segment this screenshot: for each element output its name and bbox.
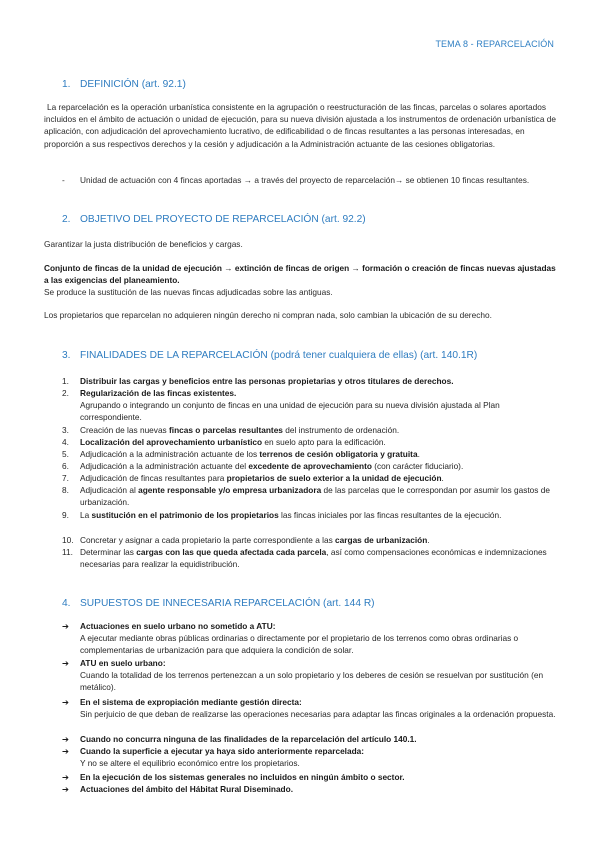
finalidad-tail: . <box>417 449 420 459</box>
document-header-topic: TEMA 8 - REPARCELACIÓN <box>435 39 554 49</box>
finalidad-lead: Concretar y asignar a cada propietario la parte correspondiente a las <box>80 535 336 545</box>
finalidad-lead: Determinar las <box>80 547 137 557</box>
section-4-number: 4. <box>62 598 71 609</box>
arrow-icon: ➔ <box>62 621 69 631</box>
finalidad-tail: (con carácter fiduciario). <box>371 461 464 471</box>
supuesto-bold: En el sistema de expropiación mediante gestión directa: <box>80 697 302 707</box>
arrow-icon: ➔ <box>62 734 69 744</box>
supuesto-bold: Actuaciones en suelo urbano no sometido a ATU: <box>80 621 276 631</box>
supuesto-text <box>80 620 556 657</box>
finalidad-lead: Adjudicación a la administración actuante del <box>80 461 249 471</box>
finalidad-number: 8. <box>62 485 69 495</box>
supuesto-text <box>80 783 556 795</box>
finalidad-text <box>80 448 556 460</box>
finalidad-text <box>80 460 556 472</box>
finalidad-number: 7. <box>62 473 69 483</box>
finalidad-tail: de las parcelas que le correspondan por asumir los gastos de urbanización. <box>80 485 550 508</box>
finalidad-lead: Adjudicación de fincas resultantes para <box>80 473 227 483</box>
finalidad-bold: fincas o parcelas resultantes <box>169 425 283 435</box>
supuesto-text <box>80 696 556 720</box>
finalidad-lead: Adjudicación a la administración actuante de los <box>80 449 260 459</box>
finalidad-text <box>80 472 556 484</box>
finalidad-number: 9. <box>62 510 69 520</box>
finalidad-text <box>80 546 556 570</box>
supuesto-text <box>80 771 556 783</box>
finalidad-lead: La <box>80 510 92 520</box>
finalidad-bold: Regularización de las fincas existentes. <box>80 388 237 398</box>
section-2-paragraph-1: Garantizar la justa distribución de beneficios y cargas. <box>44 239 243 249</box>
finalidad-number: 5. <box>62 449 69 459</box>
arrow-icon: ➔ <box>62 697 69 707</box>
finalidad-bold: agente responsable y/o empresa urbanizadora <box>138 485 322 495</box>
finalidad-detail: Agrupando o integrando un conjunto de fincas en una unidad de ejecución para su nueva división ajustada al Plan correspondiente. <box>80 400 500 423</box>
finalidad-bold: propietarios de suelo exterior a la unidad de ejecución <box>226 473 442 483</box>
supuesto-bold: Actuaciones del ámbito del Hábitat Rural Diseminado. <box>80 784 293 794</box>
finalidad-text <box>80 375 556 387</box>
finalidad-bold: Localización del aprovechamiento urbanístico <box>80 437 263 447</box>
supuesto-text <box>80 733 556 745</box>
supuesto-text <box>80 657 556 694</box>
finalidad-tail: , así como compensaciones económicas e indemnizaciones necesarias para realizar la equidistribución. <box>80 547 547 570</box>
finalidad-bold: sustitución en el patrimonio de los propietarios <box>91 510 279 520</box>
supuesto-bold: ATU en suelo urbano: <box>80 658 166 668</box>
finalidad-number: 1. <box>62 376 69 386</box>
finalidad-tail: . <box>441 473 444 483</box>
finalidad-bold: cargas de urbanización <box>335 535 428 545</box>
arrow-icon: ➔ <box>62 658 69 668</box>
supuesto-detail: Sin perjuicio de que deban de realizarse las operaciones necesarias para adaptar las fincas originales a la ordenación propuesta. <box>80 709 556 720</box>
finalidad-number: 4. <box>62 437 69 447</box>
section-1-bullet-text: Unidad de actuación con 4 fincas aportadas → a través del proyecto de reparcelación→ se obtienen 10 fincas resultantes. <box>80 175 530 185</box>
section-2-paragraph-2-rest: Se produce la sustitución de las nuevas fincas adjudicadas sobre las antiguas. <box>44 287 333 298</box>
finalidad-lead: Creación de las nuevas <box>80 425 170 435</box>
section-1-number: 1. <box>62 79 71 90</box>
section-2-number: 2. <box>62 214 71 225</box>
finalidad-number: 10. <box>62 535 74 545</box>
supuesto-text <box>80 745 556 769</box>
section-3-title: FINALIDADES DE LA REPARCELACIÓN (podrá tener cualquiera de ellas) (art. 140.1R) <box>80 350 478 361</box>
section-3-number: 3. <box>62 350 71 361</box>
arrow-icon: ➔ <box>62 772 69 782</box>
finalidad-tail: . <box>427 535 430 545</box>
finalidad-lead: Adjudicación al <box>80 485 139 495</box>
finalidad-tail: del instrumento de ordenación. <box>282 425 400 435</box>
finalidad-text <box>80 424 556 436</box>
section-3-heading <box>62 350 477 361</box>
finalidad-tail: las fincas iniciales por las fincas resultantes de la ejecución. <box>278 510 502 520</box>
section-1-bullet-mark: - <box>62 175 65 185</box>
supuesto-detail: A ejecutar mediante obras públicas ordinarias o directamente por el propietario de los terrenos como obras ordinarias o complementarias de urbanización para que adquiera la condición de solar. <box>80 633 519 656</box>
supuesto-bold: Cuando no concurra ninguna de las finalidades de la reparcelación del artículo 140.1. <box>80 734 417 744</box>
section-2-paragraph-2-bold: Conjunto de fincas de la unidad de ejecución → extinción de fincas de origen → formación o creación de fincas nuevas ajustadas a las exigencias del planeamiento. <box>44 263 556 286</box>
supuesto-detail: Y no se altere el equilibrio económico entre los propietarios. <box>80 758 300 769</box>
section-1-heading <box>62 79 186 90</box>
section-1-title: DEFINICIÓN (art. 92.1) <box>80 79 186 90</box>
supuesto-bold: Cuando la superficie a ejecutar ya haya sido anteriormente reparcelada: <box>80 746 365 756</box>
finalidad-bold: terrenos de cesión obligatoria y gratuita <box>259 449 418 459</box>
section-2-title: OBJETIVO DEL PROYECTO DE REPARCELACIÓN (art. 92.2) <box>80 214 366 225</box>
arrow-icon: ➔ <box>62 784 69 794</box>
finalidad-text <box>80 436 556 448</box>
section-2-heading <box>62 214 366 225</box>
section-1-paragraph: La reparcelación es la operación urbanística consistente en la agrupación o reestructuración de las fincas, parcelas o solares aportados incluidos en el ámbito de actuación o unidad de ejecución, para su nueva división ajustada a los instrumentos de ordenación urbanística de aplicación, con adjudicación del aprovechamiento lucrativo, de edificabilidad o de fincas resultantes a las personas interesadas, en proporción a sus respectivos derechos y la cesión y adjudicación a la Administración actuante de las cesiones obligatorias. <box>44 102 556 149</box>
finalidad-tail: en suelo apto para la edificación. <box>262 437 386 447</box>
finalidad-bold: cargas con las que queda afectada cada parcela <box>136 547 327 557</box>
finalidad-bold: excedente de aprovechamiento <box>248 461 372 471</box>
supuesto-detail: Cuando la totalidad de los terrenos pertenezcan a un solo propietario y los deberes de cesión se resuelvan por sustitución (en metálico). <box>80 670 544 693</box>
finalidad-text <box>80 484 556 508</box>
finalidad-text <box>80 509 556 521</box>
section-2-paragraph-3: Los propietarios que reparcelan no adquieren ningún derecho ni compran nada, solo cambian la ubicación de su derecho. <box>44 310 492 320</box>
finalidad-bold: Distribuir las cargas y beneficios entre las personas propietarias y otros titulares de derechos. <box>80 376 454 386</box>
finalidad-number: 3. <box>62 425 69 435</box>
finalidad-text <box>80 534 556 546</box>
section-4-heading <box>62 598 375 609</box>
section-2-paragraph-2 <box>44 262 556 299</box>
arrow-icon: ➔ <box>62 746 69 756</box>
finalidad-text <box>80 387 556 424</box>
finalidad-number: 6. <box>62 461 69 471</box>
finalidad-number: 11. <box>62 547 73 557</box>
finalidad-number: 2. <box>62 388 69 398</box>
section-4-title: SUPUESTOS DE INNECESARIA REPARCELACIÓN (art. 144 R) <box>80 598 375 609</box>
supuesto-bold: En la ejecución de los sistemas generales no incluidos en ningún ámbito o sector. <box>80 772 405 782</box>
